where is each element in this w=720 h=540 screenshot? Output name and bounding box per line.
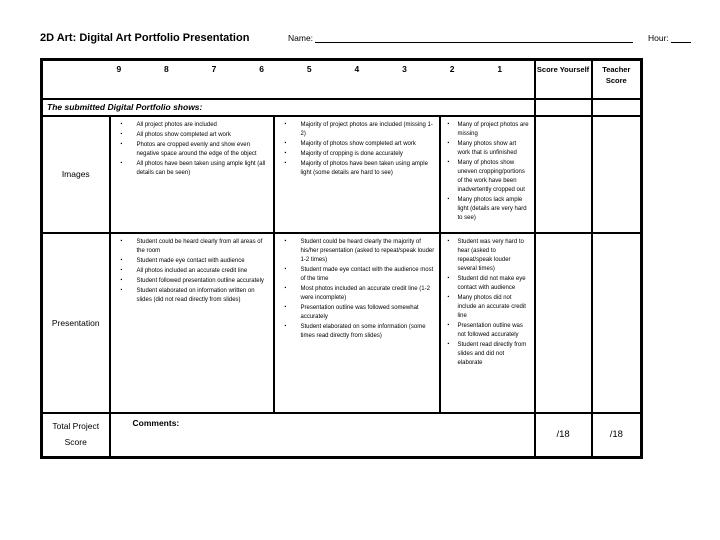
- point-value: 1: [497, 64, 503, 74]
- criterion-item: ▪ Student made eye contact with audience: [117, 257, 269, 266]
- point-value: 3: [402, 64, 407, 74]
- criterion-item: ▪ All photos included an accurate credit line: [117, 267, 269, 276]
- criterion-item: ▪ All photos have been taken using ample light (all details can be seen): [117, 160, 269, 178]
- criterion-item: ▪ Student could be heard clearly the majority of his/her presentation (asked to repeat/speak louder 1-2 times): [281, 238, 435, 265]
- teacher-score-header: Teacher Score: [592, 60, 642, 99]
- presentation-high-criteria: [111, 234, 273, 305]
- presentation-high-cell: [110, 233, 274, 413]
- presentation-teacher-score-cell[interactable]: [592, 233, 642, 413]
- section-self-score-cell[interactable]: [535, 99, 592, 116]
- presentation-low-cell: [440, 233, 535, 413]
- criterion-item: ▪ Student followed presentation outline accurately: [117, 277, 269, 286]
- point-value: 8: [164, 64, 169, 74]
- section-row: [42, 99, 642, 116]
- criterion-item: ▪ All project photos are included: [117, 121, 269, 130]
- criterion-item: ▪ Many photos lack ample light (details are very hard to see): [447, 196, 530, 223]
- images-high-cell: [110, 116, 274, 233]
- images-teacher-score-cell[interactable]: [592, 116, 642, 233]
- comments-label: Comments:: [132, 417, 180, 428]
- rubric-table: [40, 58, 643, 459]
- presentation-mid-criteria: [275, 234, 439, 341]
- point-value: 5: [306, 64, 312, 74]
- criterion-item: ▪ Presentation outline was not followed accurately: [447, 322, 530, 340]
- point-value: 6: [259, 64, 264, 74]
- criterion-item: ▪ All photos show completed art work: [117, 131, 269, 140]
- images-low-cell: [440, 116, 535, 233]
- criterion-item: ▪ Student was very hard to hear (asked to repeat/speak louder several times): [447, 238, 530, 274]
- images-row-label: Images: [42, 116, 110, 233]
- point-value: 9: [116, 64, 122, 74]
- hour-label: Hour:: [648, 33, 669, 43]
- points-scale-cell: [42, 60, 535, 99]
- criterion-item: ▪ Student made eye contact with the audience most of the time: [281, 266, 435, 284]
- point-value: 2: [449, 64, 455, 74]
- name-field-group: [288, 33, 633, 43]
- criterion-item: ▪ Most photos included an accurate credit line (1-2 were incomplete): [281, 285, 435, 303]
- criterion-item: ▪ Many of project photos are missing: [447, 121, 530, 139]
- presentation-row: [42, 233, 642, 413]
- images-high-criteria: [111, 117, 273, 178]
- images-row: [42, 116, 642, 233]
- score-yourself-header: Score Yourself: [535, 60, 592, 99]
- total-teacher-score[interactable]: /18: [592, 413, 642, 458]
- hour-fill-line[interactable]: [671, 33, 691, 43]
- section-teacher-score-cell[interactable]: [592, 99, 642, 116]
- images-mid-cell: [274, 116, 440, 233]
- page-title: 2D Art: Digital Art Portfolio Presentation: [40, 32, 250, 44]
- criterion-item: ▪ Student elaborated on information written on slides (did not read directly from slides): [117, 287, 269, 305]
- point-value: 4: [354, 64, 360, 74]
- presentation-row-label: Presentation: [42, 233, 110, 413]
- section-title: The submitted Digital Portfolio shows:: [47, 101, 203, 112]
- images-low-criteria: [441, 117, 534, 223]
- criterion-item: ▪ Majority of photos have been taken using ample light (some details are hard to see): [281, 160, 435, 178]
- total-score-row: [42, 413, 642, 458]
- criterion-item: ▪ Majority of photos show completed art work: [281, 140, 435, 149]
- criterion-item: ▪ Majority of project photos are included (missing 1-2): [281, 121, 435, 139]
- document-header: [40, 32, 690, 48]
- images-self-score-cell[interactable]: [535, 116, 592, 233]
- name-label: Name:: [288, 33, 314, 43]
- images-mid-criteria: [275, 117, 439, 178]
- comments-cell[interactable]: [110, 413, 535, 458]
- criterion-item: ▪ Student could be heard clearly from all areas of the room: [117, 238, 269, 256]
- presentation-self-score-cell[interactable]: [535, 233, 592, 413]
- criterion-item: ▪ Photos are cropped evenly and show even negative space around the edge of the object: [117, 141, 269, 159]
- criterion-item: ▪ Majority of cropping is done accurately: [281, 150, 435, 159]
- criterion-item: ▪ Student read directly from slides and did not elaborate: [447, 341, 530, 368]
- total-score-label: Total Project Score: [42, 413, 110, 458]
- criterion-item: ▪ Presentation outline was followed somewhat accurately: [281, 304, 435, 322]
- criterion-item: ▪ Student did not make eye contact with audience: [447, 275, 530, 293]
- presentation-low-criteria: [441, 234, 534, 368]
- point-value: 7: [211, 64, 217, 74]
- total-self-score[interactable]: /18: [535, 413, 592, 458]
- criterion-item: ▪ Many photos show art work that is unfinished: [447, 140, 530, 158]
- name-fill-line[interactable]: [315, 33, 633, 43]
- points-scale: [43, 61, 534, 74]
- criterion-item: ▪ Student elaborated on some information (some times read directly from slides): [281, 323, 435, 341]
- presentation-mid-cell: [274, 233, 440, 413]
- section-title-cell: [42, 99, 535, 116]
- hour-field-group: [648, 33, 708, 43]
- points-header-row: [42, 60, 642, 99]
- criterion-item: ▪ Many photos did not include an accurate credit line: [447, 294, 530, 321]
- criterion-item: ▪ Many of photos show uneven cropping/portions of the work have been inadvertently cropped out: [447, 159, 530, 195]
